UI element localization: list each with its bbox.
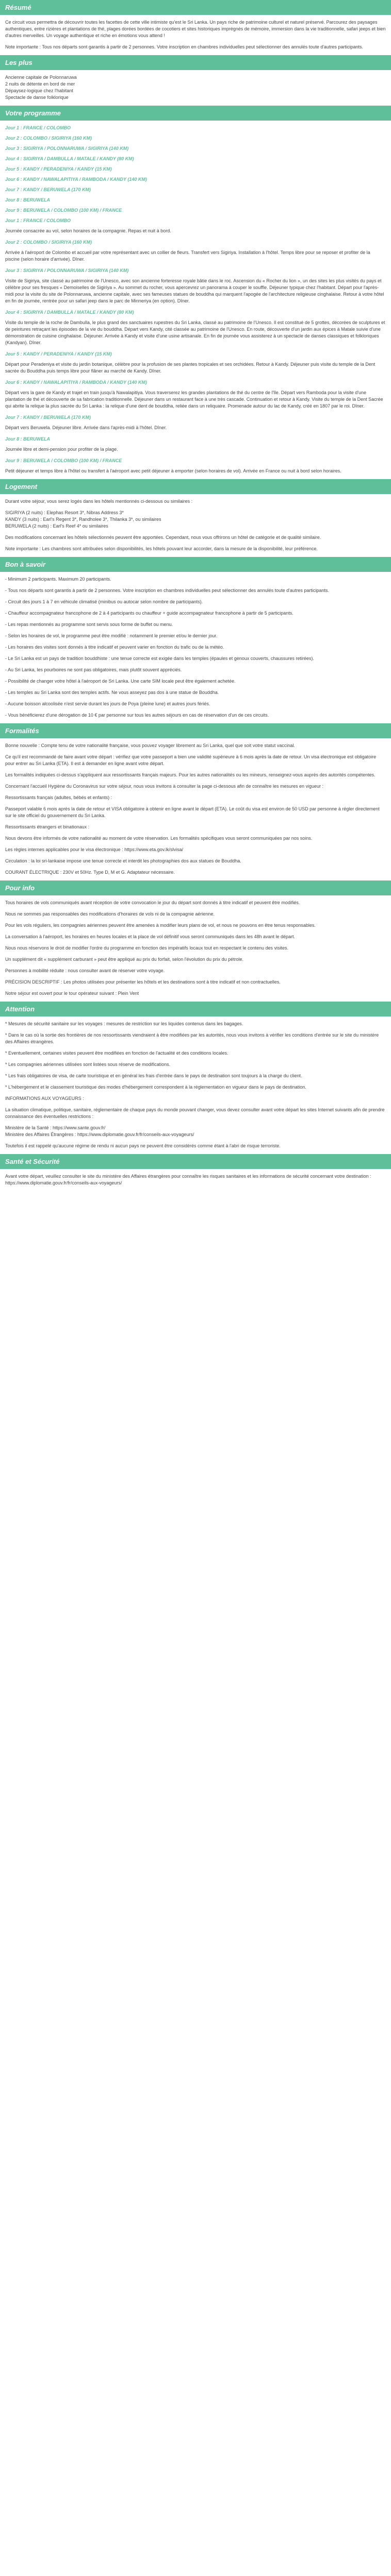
programme-day-title: Jour 5 : KANDY / PERADENIYA / KANDY (15 KM): [5, 351, 112, 357]
bonasavoir-item: - Tous nos départs sont garantis à partir de 2 personnes. Votre inscription en chambres individuelles peut sélectionner des annulés toute d'autres participants.: [5, 588, 329, 593]
bonasavoir-list: [0, 576, 391, 719]
bonasavoir-item: - Au Sri Lanka, les pourboires ne sont pas obligatoires, mais plutôt souvent appréciés.: [5, 667, 182, 672]
section-heading-logement: Logement: [0, 479, 391, 494]
programme-day-text: Petit déjeuner et temps libre à l'hôtel ou transfert à l'aéroport avec petit déjeuner à emporter (selon horaires de vol). Arrivée en France ou nuit à bord selon horaires.: [5, 468, 341, 473]
resume-paragraph: Note importante : Tous nos départs sont garantis à partir de 2 personnes. Votre inscription en chambres individuelles peut sélectionner des annulés toute d'autres participants.: [5, 44, 363, 49]
programme-day-text: Arrivée à l'aéroport de Colombo et accueil par votre représentant avec un collier de fleurs. Transfert vers Sigiriya. Installation à l'hôtel. Temps libre pour se reposer et profiter de la piscine (selon horaire d'arrivée). Dîner.: [5, 250, 370, 262]
bonasavoir-item: - Les horaires des visites sont donnés à titre indicatif et peuvent varier en fonction du trafic ou de la météo.: [5, 645, 224, 650]
logement-content: [0, 498, 391, 552]
attention-paragraph: * L'hébergement et le classement touristique des modes d'hébergement correspondent à la réglementation en vigueur dans le pays de destination.: [5, 1084, 306, 1090]
programme-day-title: Jour 6 : KANDY / NAWALAPITIYA / RAMBODA / KANDY (140 KM): [5, 177, 147, 182]
programme-day-text: Journée libre et demi-pension pour profiter de la plage.: [5, 447, 118, 452]
programme-day-title: Jour 8 : BERUWELA: [5, 197, 51, 202]
programme-day-title: Jour 5 : KANDY / PERADENIYA / KANDY (15 KM): [5, 166, 112, 172]
logement-paragraph: Note importante : Les chambres sont attribuées selon disponibilités, les hôtels pouvant leur accorder, dans la mesure de la disponibilité, leur préférence.: [5, 546, 318, 551]
bonasavoir-item: - Selon les horaires de vol, le programme peut être modifié : notamment le premier et/ou le dernier jour.: [5, 633, 218, 638]
plus-item: Ancienne capitale de Polonnaruwa: [5, 75, 77, 80]
attention-paragraph: * Mesures de sécurité sanitaire sur les voyages : mesures de restriction sur les liquides contenus dans les bagages.: [5, 1021, 243, 1026]
attention-paragraph: Toutefois il est rappelé qu'aucune régime de rendu ni aucun pays ne peuvent être considérés comme étant à l'abri de risque terroriste.: [5, 1143, 281, 1148]
section-heading-programme: Votre programme: [0, 106, 391, 121]
pourinfo-paragraph: Notre séjour est ouvert pour le tour opérateur suivant : Plein Vent: [5, 991, 139, 996]
programme-day-title: Jour 8 : BERUWELA: [5, 436, 51, 442]
bonasavoir-item: - Chauffeur accompagnateur francophone de 2 à 4 participants ou chauffeur + guide accompagnateur francophone à partir de 5 participants.: [5, 611, 294, 616]
programme-day-text: Départ vers Beruwela. Déjeuner libre. Arrivée dans l'après-midi à l'hôtel. Dîner.: [5, 425, 167, 430]
formalites-paragraph: Circulation : la loi sri-lankaise impose une tenue correcte et interdit les photographies dos aux statues de Bouddha.: [5, 858, 241, 863]
resume-content: [0, 19, 391, 50]
formalites-paragraph: COURANT ÉLECTRIQUE : 230V et 50Hz. Type D, M et G. Adaptateur nécessaire.: [5, 870, 175, 875]
programme-day-title: Jour 9 : BERUWELA / COLOMBO (100 KM) / FRANCE: [5, 458, 122, 463]
programme-day-title: Jour 6 : KANDY / NAWALAPITIYA / RAMBODA / KANDY (140 KM): [5, 380, 147, 385]
pourinfo-paragraph: Personnes à mobilité réduite : nous consulter avant de réserver votre voyage.: [5, 968, 165, 973]
section-heading-sante: Santé et Sécurité: [0, 1154, 391, 1169]
logement-paragraph: Durant votre séjour, vous serez logés dans les hôtels mentionnés ci-dessous ou similaires :: [5, 499, 193, 504]
programme-day-title: Jour 9 : BERUWELA / COLOMBO (100 KM) / FRANCE: [5, 208, 122, 213]
page: [0, 0, 391, 1187]
plus-content: [0, 74, 391, 101]
pourinfo-paragraph: Nous ne sommes pas responsables des modifications d'horaires de vols ni de la compagnie aérienne.: [5, 911, 215, 917]
pourinfo-paragraph: Tous horaires de vols communiqués avant réception de votre convocation le jour du départ sont donnés à titre indicatif et peuvent être modifiés.: [5, 900, 300, 905]
formalites-paragraph: Ce qu'il est recommandé de faire avant votre départ : vérifiez que votre passeport a bien une validité supérieure à 6 mois après la date de retour. Un visa électronique est obligatoire pour entrer au Sri Lanka (ETA). Il est à demander en ligne avant votre départ.: [5, 754, 377, 766]
sante-list: [0, 1173, 391, 1187]
programme-day-text: Départ pour Peradeniya et visite du jardin botanique, célèbre pour la profusion de ses plantes tropicales et ses orchidées. Retour à Kandy. Déjeuner puis visite du temple de la Dent sacrée du Bouddha puis temps libre pour flâner au marché de Kandy. Dîner.: [5, 362, 376, 374]
programme-day-title: Jour 2 : COLOMBO / SIGIRIYA (160 KM): [5, 135, 92, 141]
formalites-paragraph: Concernant l'accueil Hygiène du Coronavirus sur votre séjour, nous vous invitons à consulter la page ci-dessous afin de connaître les mesures en vigueur :: [5, 784, 324, 789]
bonasavoir-item: - Minimum 2 participants. Maximum 20 participants.: [5, 577, 111, 582]
pourinfo-paragraph: Nous nous réservons le droit de modifier l'ordre du programme en fonction des impératifs locaux tout en respectant le contenu des visites.: [5, 945, 289, 951]
formalites-paragraph: Les règles internes applicables pour le visa électronique : https://www.eta.gov.lk/slvisa/: [5, 847, 184, 852]
programme-list: [0, 125, 391, 474]
programme-day-title: Jour 7 : KANDY / BERUWELA (170 KM): [5, 187, 91, 192]
formalites-list: [0, 742, 391, 876]
section-heading-pourinfo: Pour info: [0, 880, 391, 895]
bonasavoir-item: - Aucune boisson alcoolisée n'est servie durant les jours de Poya (pleine lune) et autres jours fériés.: [5, 701, 210, 706]
pourinfo-paragraph: Un supplément dit « supplément carburant » peut être appliqué au prix du forfait, selon l'évolution du prix du pétrole.: [5, 957, 244, 962]
section-heading-bonasavoir: Bon à savoir: [0, 557, 391, 572]
pourinfo-paragraph: PRÉCISION DESCRIPTIF : Les photos utilisées pour présenter les hôtels et les destinations sont à titre indicatif et non contractuelles.: [5, 979, 281, 985]
formalites-paragraph: Bonne nouvelle : Compte tenu de votre nationalité française, vous pouvez voyager librement au Sri Lanka, quel que soit votre statut vaccinal.: [5, 743, 295, 748]
bonasavoir-item: - Possibilité de changer votre hôtel à l'aéroport de Sri Lanka. Une carte SIM locale peut être également achetée.: [5, 679, 236, 684]
programme-day-title: Jour 1 : FRANCE / COLOMBO: [5, 218, 71, 223]
programme-day-title: Jour 3 : SIGIRIYA / POLONNARUWA / SIGIRIYA (140 KM): [5, 146, 129, 151]
programme-day-title: Jour 7 : KANDY / BERUWELA (170 KM): [5, 415, 91, 420]
attention-paragraph: Ministère de la Santé : https://www.sante.gouv.fr/ Ministère des Affaires Étrangères : https://www.diplomatie.gouv.fr/fr/conseils-aux-voyageurs/: [5, 1125, 194, 1137]
attention-paragraph: * Les frais obligatoires de visa, de carte touristique et en général les frais d'entrée dans le pays de destination sont toujours à la charge du client.: [5, 1073, 302, 1078]
bonasavoir-item: - Les repas mentionnés au programme sont servis sous forme de buffet ou menu.: [5, 622, 173, 627]
sante-paragraph: Avant votre départ, veuillez consulter le site du ministère des Affaires étrangères pour connaître les risques sanitaires et les informations de sécurité concernant votre destination : https://www.diplomatie.gouv.fr/fr/conseils-aux-voyageurs/: [5, 1174, 371, 1185]
attention-paragraph: * Dans le cas où la sortie des frontières de nos ressortissants viendraient à être modifiées par les autorités, nous vous invitons à vérifier les conditions d'entrée sur le site du ministère des Affaires étrangères.: [5, 1032, 379, 1044]
bonasavoir-item: - Vous bénéficierez d'une dérogation de 10 € par personne sur tous les autres séjours en cas de réservation d'un de ces circuits.: [5, 713, 269, 718]
programme-day-title: Jour 4 : SIGIRIYA / DAMBULLA / MATALE / KANDY (80 KM): [5, 310, 134, 315]
pourinfo-paragraph: La conversation à l'aéroport, les horaires en heures locales et la place de vol définitif vous seront communiqués dans les 48h avant le départ.: [5, 934, 296, 939]
programme-day-text: Visite de Sigiriya, site classé au patrimoine de l'Unesco, avec son ancienne forteresse royale bâtie dans le roc. Ascension du « Rocher du lion », un des sites les plus visités du pays et célèbre pour ses fresques « Demoiselles de Sigiriya ». Au sommet du rocher, vous apercevrez un panorama à couper le souffle. Déjeuner typique chez l'habitant. Départ pour l'après-midi pour la visite du site de Polonnaruwa, ancienne capitale, avec ses fameuses statues de bouddha qui marquent l'apogée de l'architecture religieuse cinghalaise. Retour à votre hôtel en fin de journée, rentrée pour un safari jeep dans le parc de Minneriya (en option). Dîner.: [5, 278, 384, 303]
plus-item: Dépaysez-logique chez l'habitant: [5, 88, 73, 93]
bonasavoir-item: - Les temples au Sri Lanka sont des temples actifs. Ne vous asseyez pas dos à une statue de Bouddha.: [5, 690, 219, 695]
section-heading-resume: Résumé: [0, 0, 391, 15]
attention-paragraph: * Les compagnies aériennes utilisées sont listées sous réserve de modifications.: [5, 1062, 171, 1067]
plus-item: Spectacle de danse folklorique: [5, 95, 69, 100]
programme-day-text: Journée consacrée au vol, selon horaires de la compagnie. Repas et nuit à bord.: [5, 228, 171, 233]
bonasavoir-item: - Circuit des jours 1 à 7 en véhicule climatisé (minibus ou autocar selon nombre de participants).: [5, 599, 203, 604]
programme-day-title: Jour 4 : SIGIRIYA / DAMBULLA / MATALE / KANDY (80 KM): [5, 156, 134, 161]
programme-day-title: Jour 3 : SIGIRIYA / POLONNARUWA / SIGIRIYA (140 KM): [5, 268, 129, 273]
pourinfo-list: [0, 900, 391, 997]
logement-paragraph: SIGIRIYA (2 nuits) : Elephas Resort 3*, Nibras Address 3* KANDY (3 nuits) : Earl's Regent 3*, Randholee 3*, Thilanka 3*, ou similaires BERUWELA (2 nuits) : Earl's Reef 4* ou similaires: [5, 510, 161, 529]
programme-day-title: Jour 2 : COLOMBO / SIGIRIYA (160 KM): [5, 240, 92, 245]
section-heading-attention: Attention: [0, 1002, 391, 1016]
attention-list: [0, 1021, 391, 1149]
formalites-paragraph: Ressortissants français (adultes, bébés et enfants) :: [5, 795, 112, 800]
formalites-paragraph: Ressortissants étrangers et binationaux :: [5, 824, 90, 829]
attention-paragraph: La situation climatique, politique, sanitaire, réglementaire de chaque pays du monde pouvant changer, vous devez consulter avant votre départ les sites Internet suivants afin de prendre connaissance des éventuelles restrictions :: [5, 1107, 385, 1119]
plus-item: 2 nuits de détente en bord de mer: [5, 81, 75, 87]
attention-paragraph: INFORMATIONS AUX VOYAGEURS :: [5, 1096, 84, 1101]
section-heading-plus: Les plus: [0, 55, 391, 70]
bonasavoir-item: - Le Sri Lanka est un pays de tradition bouddhiste : une tenue correcte est exigée dans les temples (épaules et genoux couverts, chaussures retirées).: [5, 656, 314, 661]
formalites-paragraph: Passeport valable 6 mois après la date de retour et VISA obligatoire à obtenir en ligne avant le départ (ETA). Le coût du visa est environ de 50 USD par personne à régler directement sur le site officiel du gouvernement du Sri Lanka.: [5, 806, 380, 818]
programme-day-text: Départ vers la gare de Kandy et trajet en train jusqu'à Nawalapitiya. Vous traverserez les grandes plantations de thé du centre de l'île. Départ vers Ramboda pour la visite d'une plantation de thé et découverte de sa fabrication traditionnelle. Déjeuner dans un restaurant face à une très cascade. Continuation et retour à Kandy. Visite du temple de la Dent Sacrée qui abrite la relique la plus sacrée du Sri Lanka : la relique d'une dent de bouddha, reliée dans un reliquaire. Promenade autour du lac de Kandy, créé en 1807 par le roi. Dîner.: [5, 390, 383, 409]
section-heading-formalites: Formalités: [0, 723, 391, 738]
programme-day-title: Jour 1 : FRANCE / COLOMBO: [5, 125, 71, 130]
formalites-paragraph: Nous devons être informés de votre nationalité au moment de votre réservation. Les formalités spécifiques vous seront communiquées par nos soins.: [5, 836, 313, 841]
logement-paragraph: Des modifications concernant les hôtels sélectionnés peuvent être apportées. Cependant, nous vous offrirons un hôtel de catégorie et de qualité similaire.: [5, 535, 321, 540]
attention-paragraph: * Eventuellement, certaines visites peuvent être modifiées en fonction de l'actualité et des conditions locales.: [5, 1050, 229, 1056]
pourinfo-paragraph: Pour les vols réguliers, les compagnies aériennes peuvent être amenées à modifier leurs plans de vol, et nous ne pouvons en être tenus responsables.: [5, 923, 316, 928]
resume-paragraph: Ce circuit vous permettra de découvrir toutes les facettes de cette ville intimiste qu'est le Sri Lanka. Un pays riche de patrimoine culturel et naturel préservé. Parcourez des paysages authentiques, entre rizières et plantations de thé, plages dorées bordées de cocotiers et sites historiques imprégnés de mémoire, immersion dans la vie traditionnelle, safari jeeps et bien d'autres merveilles. Un voyage authentique et riche en émotions vous attend !: [5, 20, 386, 38]
formalites-paragraph: Les formalités indiquées ci-dessus s'appliquent aux ressortissants français majeurs. Pour les autres nationalités ou les mineurs, renseignez-vous auprès des autorités compétentes.: [5, 772, 376, 777]
programme-day-text: Visite du temple de la roche de Dambulla, le plus grand des sanctuaires rupestres du Sri Lanka, classé au patrimoine de l'Unesco. Il est constitué de 5 grottes, décorées de sculptures et de peintures retraçant les épisodes de la vie du bouddha. Départ vers Kandy, cité classée au patrimoine de l'Unesco. En route, découverte d'un jardin aux épices à Matale suivie d'une démonstration de cuisine cinghalaise. Déjeuner. Arrivée à Kandy et visite d'une usine artisanale. En fin de journée vous assisterez à un spectacle de danses classiques et folkloriques (Kandyan). Dîner.: [5, 320, 385, 345]
